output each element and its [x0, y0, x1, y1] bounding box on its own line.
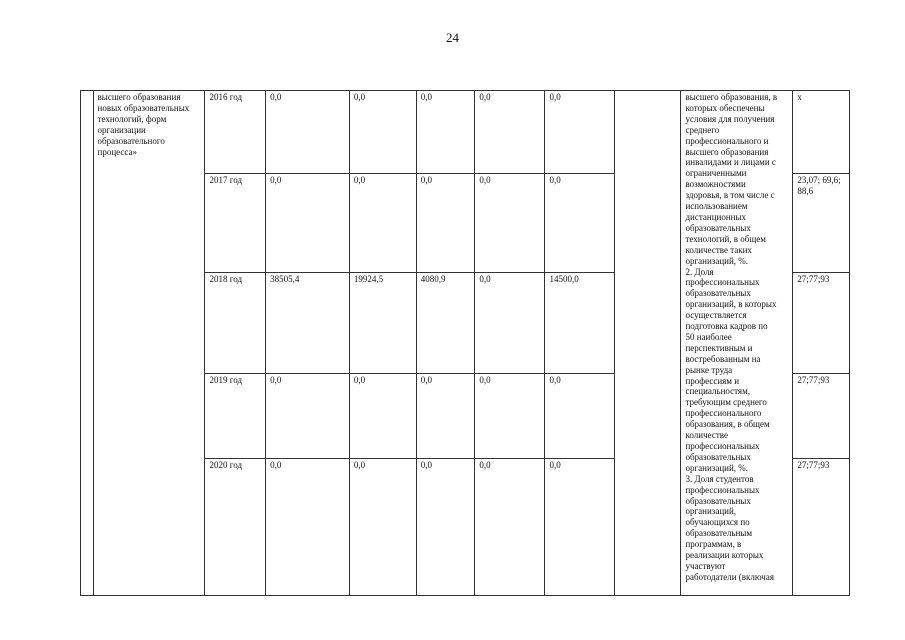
target-cell: х — [793, 91, 850, 174]
value-cell: 0,0 — [416, 174, 475, 273]
page-number: 24 — [446, 30, 459, 45]
value-cell: 0,0 — [545, 459, 614, 596]
value-cell: 0,0 — [416, 91, 475, 174]
value-cell: 0,0 — [349, 459, 416, 596]
value-cell: 0,0 — [266, 91, 350, 174]
target-cell: 27;77;93 — [793, 374, 850, 459]
value-cell: 19924,5 — [349, 273, 416, 374]
indicators-cell: высшего образования, в которых обеспечены условия для получения среднего профессионального и высшего образования инвалидами и лицами с ограниченными возможностями здоровья, в том числе с использованием дистанционных образовательных технологий, в общем количестве таких организаций, %. 2. Доля профессиональных образовательных организаций, в которых осуществляется подготовка кадров по 50 наиболее перспективным и востребованным на рынке труда профессиям и специальностям, требующим среднего профессионального образования, в общем количестве профессиональных образовательных организаций, %. 3. Доля студентов профессиональных образовательных организаций, обучающихся по образовательным программам, в реализации которых участвуют работодатели (включая — [681, 91, 793, 596]
value-cell: 0,0 — [416, 374, 475, 459]
target-cell: 27;77;93 — [793, 459, 850, 596]
year-cell: 2018 год — [205, 273, 266, 374]
value-cell: 0,0 — [349, 174, 416, 273]
target-cell: 23,07; 69,6; 88,6 — [793, 174, 850, 273]
value-cell: 0,0 — [545, 374, 614, 459]
index-cell — [81, 91, 94, 596]
value-cell: 4080,9 — [416, 273, 475, 374]
target-cell: 27;77;93 — [793, 273, 850, 374]
value-cell: 0,0 — [349, 374, 416, 459]
value-cell: 0,0 — [545, 174, 614, 273]
value-cell: 0,0 — [475, 459, 545, 596]
value-cell: 0,0 — [475, 374, 545, 459]
value-cell: 0,0 — [416, 459, 475, 596]
value-cell: 0,0 — [475, 174, 545, 273]
value-cell: 0,0 — [266, 459, 350, 596]
value-cell: 0,0 — [266, 174, 350, 273]
year-cell: 2020 год — [205, 459, 266, 596]
value-cell: 14500,0 — [545, 273, 614, 374]
year-cell: 2019 год — [205, 374, 266, 459]
program-name-cell: высшего образования новых образовательных технологий, форм организации образовательного процесса» — [93, 91, 205, 596]
year-cell: 2017 год — [205, 174, 266, 273]
program-table — [80, 90, 850, 596]
value-cell: 0,0 — [475, 273, 545, 374]
value-cell: 0,0 — [349, 91, 416, 174]
value-cell: 38505,4 — [266, 273, 350, 374]
empty-cell — [614, 91, 681, 596]
value-cell: 0,0 — [545, 91, 614, 174]
table-row — [81, 91, 850, 174]
value-cell: 0,0 — [475, 91, 545, 174]
value-cell: 0,0 — [266, 374, 350, 459]
year-cell: 2016 год — [205, 91, 266, 174]
